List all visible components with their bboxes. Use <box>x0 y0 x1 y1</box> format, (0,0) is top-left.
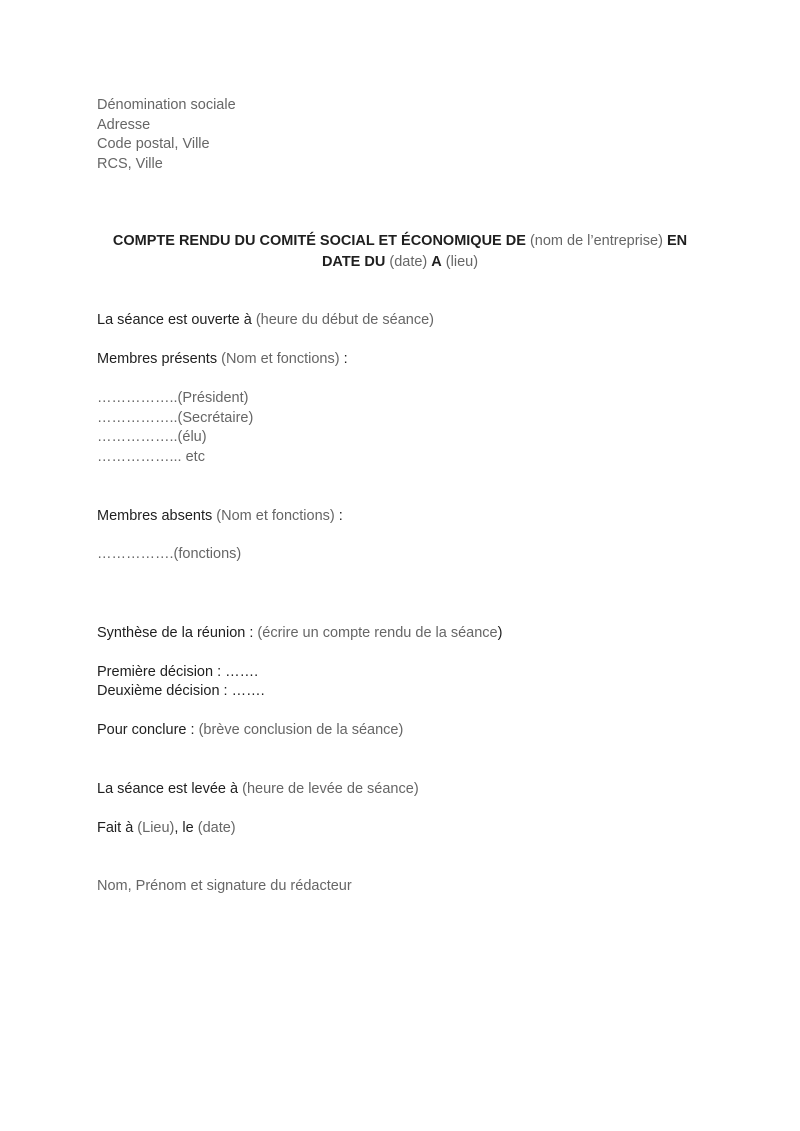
synthesis-close: ) <box>497 625 503 641</box>
present-member-item: ……………... etc <box>97 449 205 465</box>
decision-dots: ……. <box>225 664 259 680</box>
decision-line <box>97 681 265 701</box>
decision-line <box>97 662 258 682</box>
title-company-placeholder: (nom de l’entreprise) <box>529 233 663 249</box>
absent-label: Membres absents <box>97 508 213 524</box>
made-at-date: (date) <box>197 820 236 836</box>
decision-label: Deuxième décision : <box>97 683 228 699</box>
synthesis-placeholder: (écrire un compte rendu de la séance <box>257 625 498 641</box>
conclusion-placeholder: (brève conclusion de la séance) <box>198 722 404 738</box>
company-rcs: RCS, Ville <box>97 156 163 172</box>
closing-placeholder: (heure de levée de séance) <box>242 781 419 797</box>
present-placeholder: (Nom et fonctions) <box>221 351 340 367</box>
closing-line <box>97 779 419 799</box>
closing-label: La séance est levée à <box>97 781 239 797</box>
company-postal-city: Code postal, Ville <box>97 136 210 152</box>
company-name: Dénomination sociale <box>97 97 236 113</box>
signature-line: Nom, Prénom et signature du rédacteur <box>97 878 352 894</box>
made-at-line <box>97 818 236 838</box>
document-title-line1 <box>96 231 704 252</box>
title-part3: DATE DU <box>321 254 386 270</box>
absent-placeholder: (Nom et fonctions) <box>216 508 335 524</box>
present-member-item: ……………..(Secrétaire) <box>97 410 254 426</box>
conclusion-label: Pour conclure : <box>97 722 195 738</box>
made-at-place: (Lieu) <box>137 820 175 836</box>
present-colon: : <box>339 351 348 367</box>
present-member-item: ……………..(élu) <box>97 429 207 445</box>
absent-members-heading <box>97 506 343 526</box>
present-label: Membres présents <box>97 351 218 367</box>
present-members-heading <box>97 349 348 369</box>
title-date-placeholder: (date) <box>389 254 428 270</box>
decision-dots: ……. <box>231 683 265 699</box>
made-at-sep: , le <box>174 820 194 836</box>
opening-label: La séance est ouverte à <box>97 312 252 328</box>
present-member-item: ……………..(Président) <box>97 390 249 406</box>
synthesis-line <box>97 623 502 643</box>
absent-colon: : <box>334 508 343 524</box>
conclusion-line <box>97 720 403 740</box>
title-place-placeholder: (lieu) <box>445 254 479 270</box>
document-title-line2 <box>96 252 704 273</box>
synthesis-label: Synthèse de la réunion : <box>97 625 254 641</box>
company-address: Adresse <box>97 117 151 133</box>
decision-label: Première décision : <box>97 664 222 680</box>
opening-placeholder: (heure du début de séance) <box>255 312 434 328</box>
title-part2: EN <box>666 233 688 249</box>
title-part4: A <box>431 254 442 270</box>
made-at-label: Fait à <box>97 820 134 836</box>
absent-member-item: …………….(fonctions) <box>97 546 242 562</box>
title-part1: COMPTE RENDU DU COMITÉ SOCIAL ET ÉCONOMIQUE DE <box>112 233 526 249</box>
opening-line <box>97 310 434 330</box>
